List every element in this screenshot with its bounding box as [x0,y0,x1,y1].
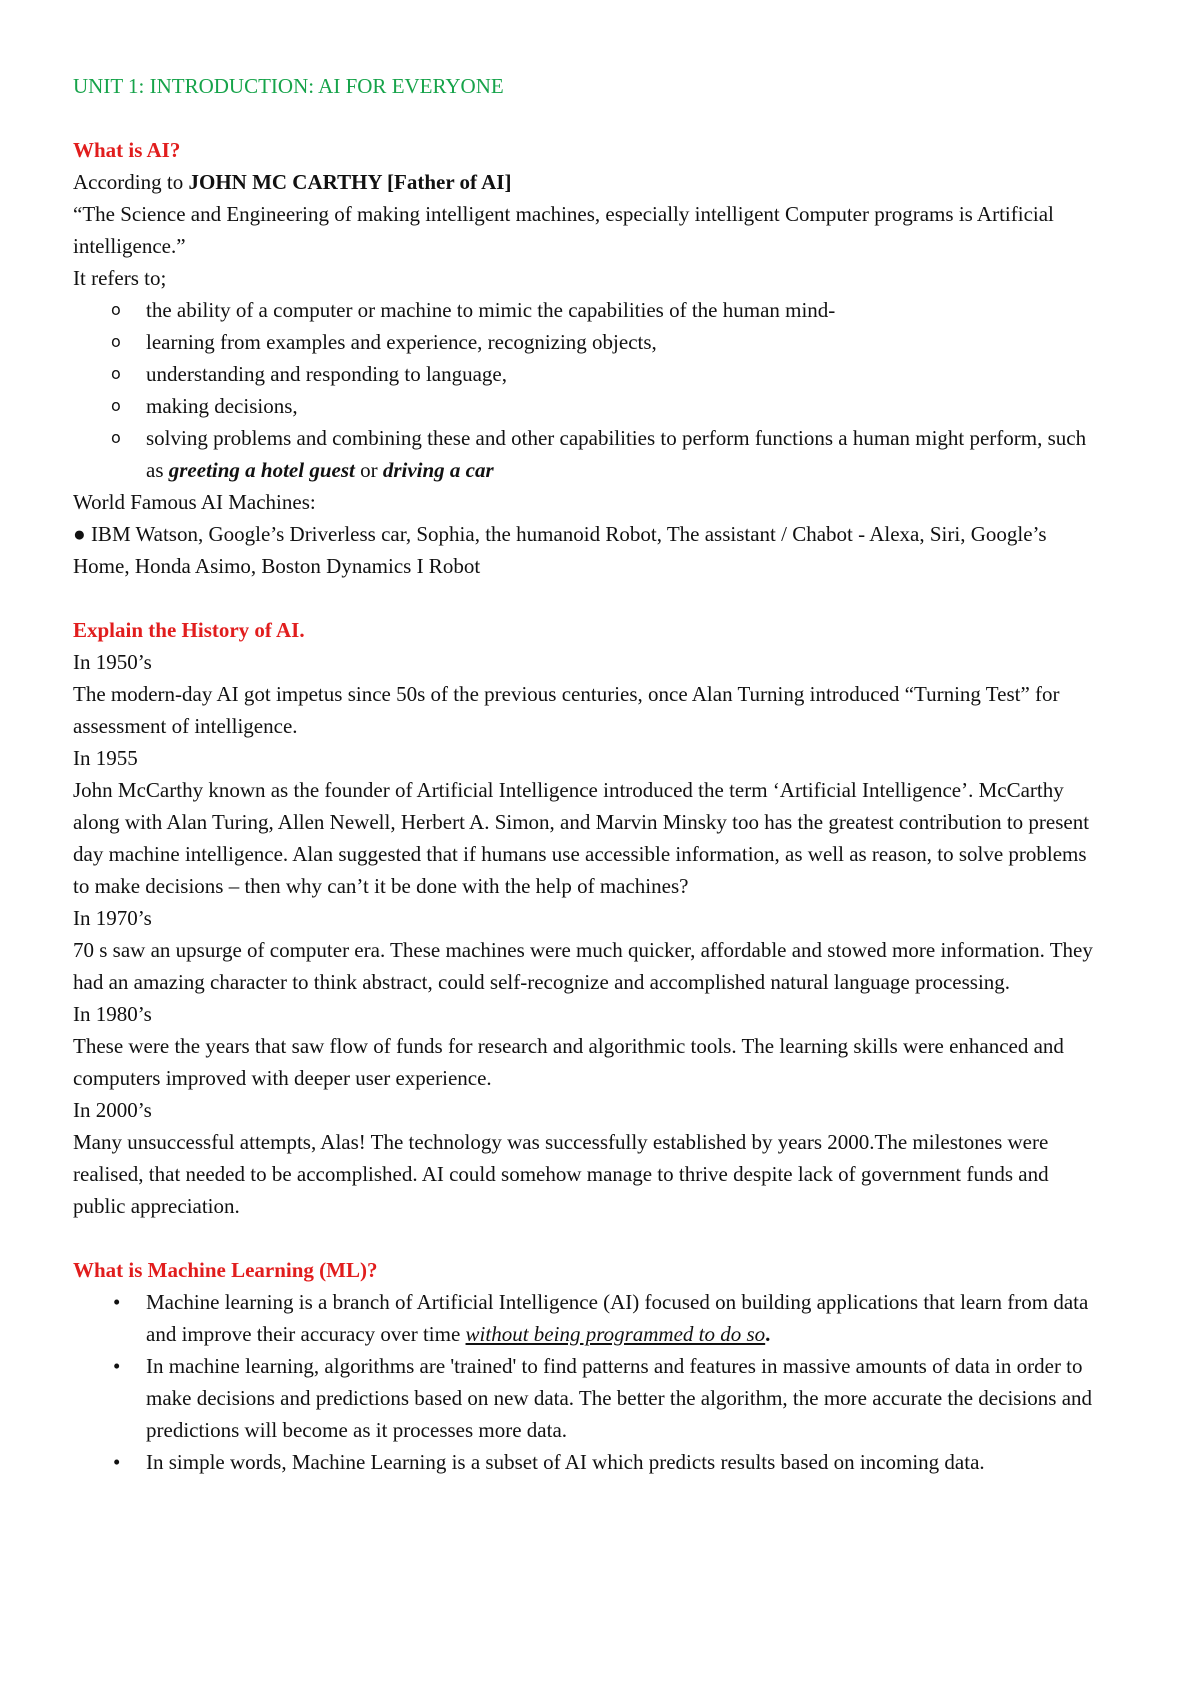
ml-list [73,1286,1100,1478]
history-year: In 1950’s [73,650,152,674]
list-item-text: understanding and responding to language, [146,362,507,386]
section-history [73,614,1100,1222]
bullet: • [113,1354,121,1378]
history-text: John McCarthy known as the founder of Artificial Intelligence introduced the term ‘Artificial Intelligence’. McCarthy along with Alan Turing, Allen Newell, Herbert A. Simon, and Marvin Minsky too has the greatest contribution to present day machine intelligence. Alan suggested that if humans use accessible information, as well as reason, to solve problems to make decisions – then why can’t it be done with the help of machines? [73,778,1090,898]
section-machine-learning [73,1254,1100,1478]
list-marker: o [111,300,121,319]
list-item-text: In machine learning, algorithms are 'trained' to find patterns and features in massive amounts of data in order to make decisions and predictions based on new data. The better the algorithm, the more accurate the decisions and predictions will become as it processes more data. [146,1354,1093,1442]
period: . [765,1322,771,1346]
spacer [73,1222,1100,1254]
bullet: • [113,1290,121,1314]
unit-title: UNIT 1: INTRODUCTION: AI FOR EVERYONE [73,74,504,98]
list-marker: o [111,428,121,447]
list-item [73,422,1100,486]
list-item [73,358,1100,390]
list-item-text: In simple words, Machine Learning is a subset of AI which predicts results based on incoming data. [146,1450,985,1474]
ai-capabilities-list [73,294,1100,486]
bullet: • [113,1450,121,1474]
list-item-text: learning from examples and experience, recognizing objects, [146,330,657,354]
history-text: The modern-day AI got impetus since 50s of the previous centuries, once Alan Turning introduced “Turning Test” for assessment of intelligence. [73,682,1060,738]
according-prefix: According to [73,170,189,194]
list-marker: o [111,396,121,415]
spacer [73,582,1100,614]
ai-definition-quote: “The Science and Engineering of making intelligent machines, especially intelligent Computer programs is Artificial intelligence.” [73,202,1054,258]
heading-what-is-ai: What is AI? [73,138,181,162]
list-item-text: Machine learning is a branch of Artificial Intelligence (AI) focused on building applications that learn from data and improve their accuracy over time [146,1290,1089,1346]
list-item [73,326,1100,358]
refers-to-label: It refers to; [73,266,167,290]
list-marker: o [111,332,121,351]
history-year: In 1955 [73,746,138,770]
list-item-or: or [354,458,383,482]
famous-machines-label: World Famous AI Machines: [73,490,316,514]
list-marker: o [111,364,121,383]
list-item-text: the ability of a computer or machine to mimic the capabilities of the human mind- [146,298,836,322]
list-item [73,1350,1100,1446]
list-item [73,1286,1100,1350]
according-line [73,166,1100,198]
according-name: JOHN MC CARTHY [Father of AI] [188,170,512,194]
list-item-text: solving problems and combining these and other capabilities to perform functions a human might perform, such as [146,426,1087,482]
history-year: In 1970’s [73,906,152,930]
heading-machine-learning: What is Machine Learning (ML)? [73,1258,378,1282]
list-item-text: making decisions, [146,394,298,418]
heading-history: Explain the History of AI. [73,618,305,642]
famous-machines-text [73,518,1100,582]
history-text: Many unsuccessful attempts, Alas! The technology was successfully established by years 2000.The milestones were realised, that needed to be accomplished. AI could somehow manage to thrive despite lack of government funds and public appreciation. [73,1130,1049,1218]
history-text: 70 s saw an upsurge of computer era. These machines were much quicker, affordable and stowed more information. They had an amazing character to think abstract, could self-recognize and accomplished natural language processing. [73,938,1093,994]
emphasis-without-programming: without being programmed to do so [465,1322,766,1346]
bullet-dot: ● [73,522,86,546]
famous-machines-list: IBM Watson, Google’s Driverless car, Sophia, the humanoid Robot, The assistant / Chabot - Alexa, Siri, Google’s Home, Honda Asimo, Boston Dynamics I Robot [73,522,1047,578]
history-text: These were the years that saw flow of funds for research and algorithmic tools. The learning skills were enhanced and computers improved with deeper user experience. [73,1034,1064,1090]
list-item [73,1446,1100,1478]
list-item [73,294,1100,326]
list-item [73,390,1100,422]
section-what-is-ai [73,134,1100,582]
history-year: In 1980’s [73,1002,152,1026]
emphasis-hotel-guest: greeting a hotel guest [168,458,355,482]
emphasis-driving-car: driving a car [382,458,494,482]
history-year: In 2000’s [73,1098,152,1122]
